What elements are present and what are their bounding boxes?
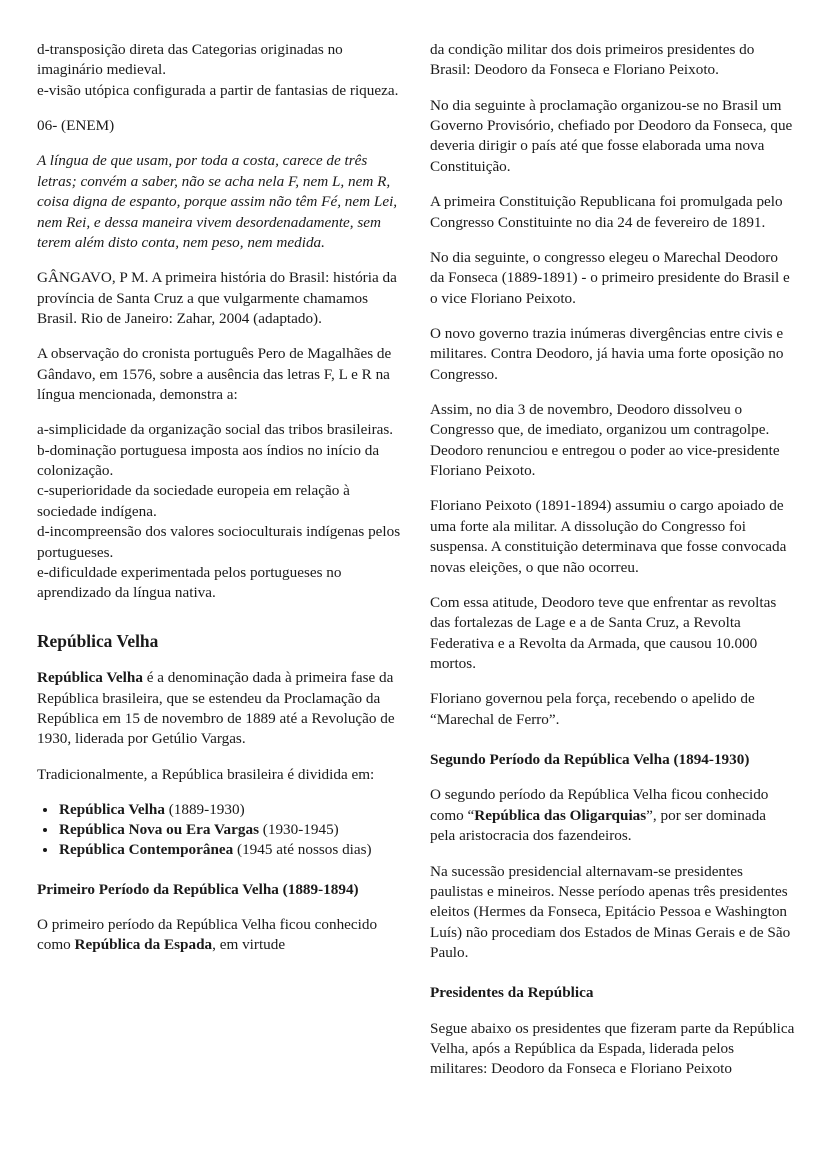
paragraph-divergences: O novo governo trazia inúmeras divergências entre civis e militares. Contra Deodoro, já havia uma forte oposição no Congresso.	[430, 324, 784, 383]
phase-period: (1945 até nossos dias)	[233, 840, 372, 858]
second-period-paragraph	[430, 785, 795, 846]
alternatives-continued	[37, 40, 402, 101]
second-period-text-end: ”, por ser dominada pela aristocracia dos fazendeiros.	[430, 806, 766, 845]
paragraph-election: No dia seguinte, o congresso elegeu o Marechal Deodoro da Fonseca (1889-1891) - o primeiro presidente do Brasil e o vice Floriano Peixoto.	[430, 248, 790, 307]
section-title-republica-velha: República Velha	[37, 630, 159, 651]
phase-period: (1889-1930)	[164, 801, 245, 819]
alternative-b: b-dominação portuguesa imposta aos índios no início da colonização.	[37, 441, 380, 480]
phase-period: (1930-1945)	[259, 820, 339, 838]
source-citation: GÂNGAVO, P M. A primeira história do Brasil: história da província de Santa Cruz a que vulgarmente chamamos Brasil. Rio de Janeiro: Zahar, 2004 (adaptado).	[37, 269, 397, 327]
first-period-paragraph	[37, 915, 402, 956]
paragraph-marechal-de-ferro: Floriano governou pela força, recebendo o apelido de “Marechal de Ferro”.	[430, 690, 755, 728]
first-period-text-start: O primeiro período da República Velha ficou conhecido como	[37, 916, 378, 954]
question-number: 06- (ENEM)	[37, 117, 115, 135]
alternative-a: a-simplicidade da organização social das tribos brasileiras.	[37, 421, 394, 439]
first-period-text-end: , em virtude	[212, 936, 286, 954]
second-period-bold-term: República das Oligarquias	[474, 806, 647, 824]
question-stem: A observação do cronista português Pero de Magalhães de Gândavo, em 1576, sobre a ausência das letras F, L e R na língua mencionada, demonstra a:	[37, 345, 392, 404]
list-item	[37, 820, 402, 840]
alternative-d-continued: d-transposição direta das Categorias originadas no imaginário medieval.	[37, 41, 343, 79]
paragraph-constitution: A primeira Constituição Republicana foi promulgada pelo Congresso Constituinte no dia 24 de fevereiro de 1891.	[430, 193, 783, 231]
division-intro: Tradicionalmente, a República brasileira é dividida em:	[37, 765, 375, 783]
subtitle-presidentes-da-republica: Presidentes da República	[430, 984, 594, 1002]
paragraph-presidents: Segue abaixo os presidentes que fizeram parte da República Velha, após a República da Espada, liderada pelos militares: Deodoro da Fonseca e Floriano Peixoto	[430, 1019, 795, 1078]
list-item	[37, 800, 402, 820]
paragraph-dissolution: Assim, no dia 3 de novembro, Deodoro dissolveu o Congresso que, de imediato, organizou um contragolpe. Deodoro renunciou e entregou o poder ao vice-presidente Floriano Peixoto.	[430, 401, 780, 480]
paragraph-succession: Na sucessão presidencial alternavam-se presidentes paulistas e mineiros. Nesse período apenas três presidentes eleitos (Hermes da Fonseca, Epitácio Pessoa e Washington Luís) não procediam dos Estados de Minas Gerais e de São Paulo.	[430, 862, 791, 961]
right-column	[430, 40, 795, 1080]
list-item	[37, 840, 402, 860]
subtitle-primeiro-periodo: Primeiro Período da República Velha (1889-1894)	[37, 880, 359, 898]
answer-alternatives	[37, 420, 402, 603]
phase-name: República Velha	[59, 801, 165, 819]
source-quote: A língua de que usam, por toda a costa, carece de três letras; convém a saber, não se acha nela F, nem L, nem R, coisa digna de espanto, porque assim não têm Fé, nem Lei, nem Rei, e dessa maneira vivem desordenadamente, sem terem além disto conta, nem peso, nem medida.	[37, 152, 398, 251]
intro-bold-lead: República Velha	[37, 669, 143, 687]
phase-name: República Nova ou Era Vargas	[59, 820, 259, 838]
subtitle-segundo-periodo: Segundo Período da República Velha (1894-1930)	[430, 751, 750, 769]
left-column	[37, 40, 402, 956]
paragraph-revolts: Com essa atitude, Deodoro teve que enfrentar as revoltas das fortalezas de Lage e a de Santa Cruz, a Revolta Federativa e a Revolta da Armada, que causou 10.000 mortos.	[430, 593, 777, 672]
alternative-c: c-superioridade da sociedade europeia em relação à sociedade indígena.	[37, 482, 350, 520]
first-period-bold-term: República da Espada	[74, 936, 213, 954]
continuation-paragraph: da condição militar dos dois primeiros presidentes do Brasil: Deodoro da Fonseca e Floriano Peixoto.	[430, 41, 755, 79]
paragraph-provisional-government: No dia seguinte à proclamação organizou-se no Brasil um Governo Provisório, chefiado por Deodoro da Fonseca, que deveria dirigir o país até que fosse elaborada uma nova Constituição.	[430, 96, 793, 175]
two-column-layout	[37, 40, 798, 1160]
intro-rest: é a denominação dada à primeira fase da República brasileira, que se estendeu da Proclamação da República em 15 de novembro de 1889 até a Revolução de 1930, liderada por Getúlio Vargas.	[37, 669, 395, 748]
republica-velha-intro	[37, 668, 402, 749]
alternative-d: d-incompreensão dos valores socioculturais indígenas pelos portugueses.	[37, 523, 401, 561]
paragraph-floriano: Floriano Peixoto (1891-1894) assumiu o cargo apoiado de uma forte ala militar. A dissolução do Congresso foi suspensa. A constituição determinava que fosse convocada novas eleições, o que não ocorreu.	[430, 497, 787, 576]
phase-name: República Contemporânea	[59, 840, 234, 858]
alternative-e-continued: e-visão utópica configurada a partir de fantasias de riqueza.	[37, 81, 399, 99]
republic-phases-list	[37, 800, 402, 860]
alternative-e: e-dificuldade experimentada pelos portugueses no aprendizado da língua nativa.	[37, 563, 342, 602]
second-period-text-start: O segundo período da República Velha ficou conhecido como “	[430, 786, 769, 824]
